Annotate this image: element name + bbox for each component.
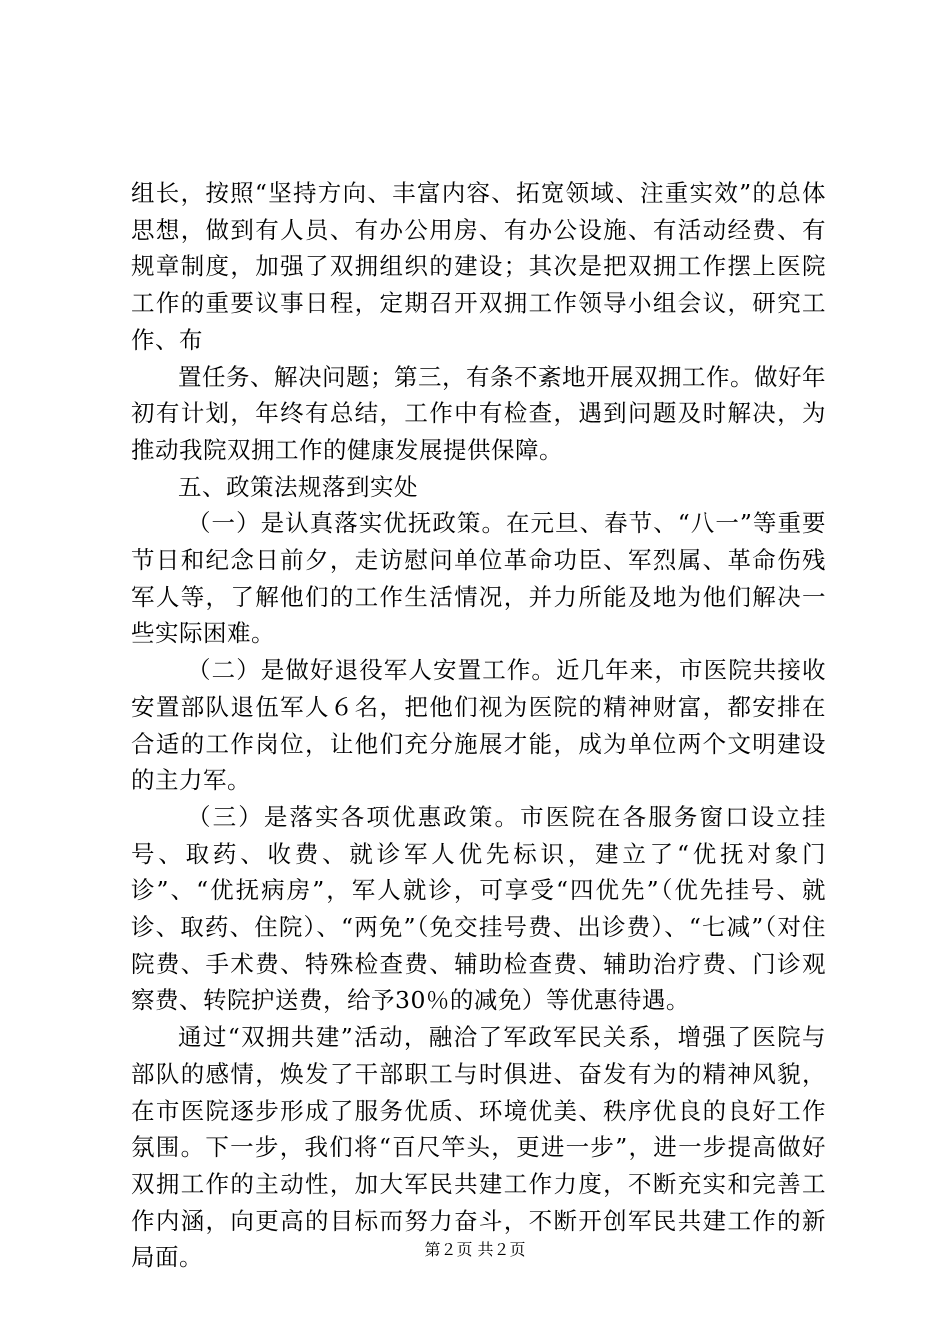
paragraph-item-one: （一）是认真落实优抚政策。在元旦、春节、“八一”等重要节日和纪念日前夕，走访慰问单位革命功臣、军烈属、革命伤残军人等，了解他们的工作生活情况，并力所能及地为他们解决一些实际困难。 bbox=[131, 509, 826, 648]
section-heading-policy: 五、政策法规落到实处 bbox=[178, 472, 418, 501]
document-body bbox=[131, 175, 826, 1276]
page-footer bbox=[0, 1240, 950, 1260]
paragraph-conclusion: 通过“双拥共建”活动，融洽了军政军民关系，增强了医院与部队的感情，焕发了干部职工与时俱进、奋发有为的精神风貌，在市医院逐步形成了服务优质、环境优美、秩序优良的良好工作氛围。下一步，我们将“百尺竿头，更进一步”，进一步提高做好双拥工作的主动性，加大军民共建工作力度，不断充实和完善工作内涵，向更高的目标而努力奋斗，不断开创军民共建工作的新局面。 bbox=[131, 1023, 826, 1272]
paragraph-item-three: （三）是落实各项优惠政策。市医院在各服务窗口设立挂号、取药、收费、就诊军人优先标识，建立了“优抚对象门诊”、“优抚病房”，军人就诊，可享受“四优先”（优先挂号、就诊、取药、住院）、“两免”（免交挂号费、出诊费）、“七减”（对住院费、手术费、特殊检查费、辅助检查费、辅助治疗费、门诊观察费、转院护送费，给予30％的减免）等优惠待遇。 bbox=[131, 802, 826, 1015]
paragraph-item-two: （二）是做好退役军人安置工作。近几年来，市医院共接收安置部队退伍军人６名，把他们视为医院的精神财富，都安排在合适的工作岗位，让他们充分施展才能，成为单位两个文明建设的主力军。 bbox=[131, 656, 826, 795]
paragraph-continuation: 组长，按照“坚持方向、丰富内容、拓宽领域、注重实效”的总体思想，做到有人员、有办公用房、有办公设施、有活动经费、有规章制度，加强了双拥组织的建设；其次是把双拥工作摆上医院工作的重要议事日程，定期召开双拥工作领导小组会议，研究工作、布 bbox=[131, 179, 826, 354]
paragraph-task-arrangement: 置任务、解决问题；第三，有条不紊地开展双拥工作。做好年初有计划，年终有总结，工作中有检查，遇到问题及时解决，为推动我院双拥工作的健康发展提供保障。 bbox=[131, 362, 826, 464]
page-number-label: 第２页 共２页 bbox=[424, 1240, 526, 1259]
